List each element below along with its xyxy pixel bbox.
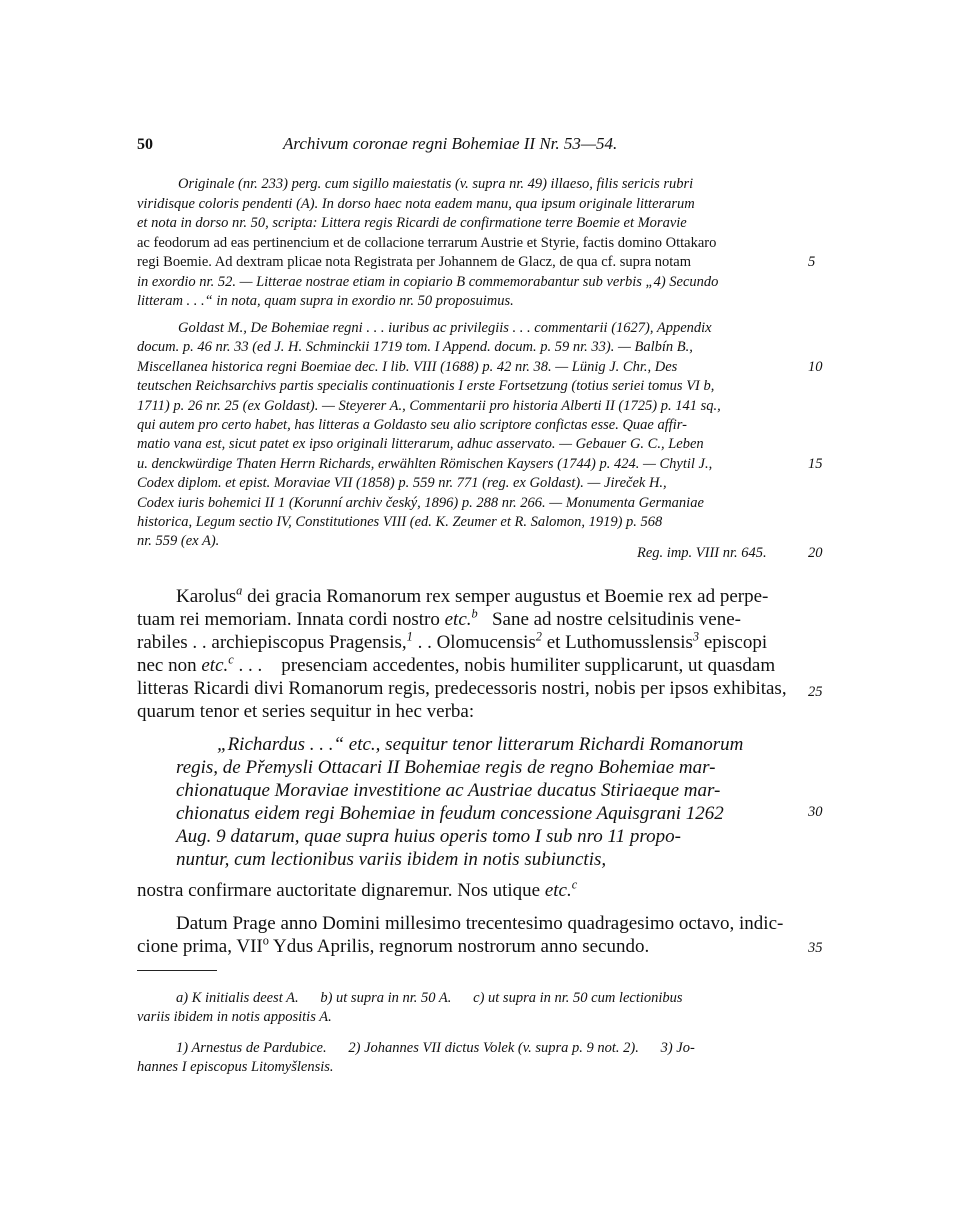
apparatus-line: viridisque coloris pendenti (A). In dorso haec nota eadem manu, qua ipsum originale litterarum	[137, 196, 695, 212]
apparatus-line: regi Boemie. Ad dextram plicae nota Registrata per Johannem de Glacz, de qua cf. supra notam	[137, 254, 692, 270]
quote-line: regis, de Přemysli Ottacari II Bohemiae regis de regno Bohemiae mar-	[176, 757, 716, 778]
footnote-letters: a) K initialis deest A. b) ut supra in nr. 50 A. c) ut supra in nr. 50 cum lectionibus	[176, 990, 683, 1006]
bibliography-line: Goldast M., De Bohemiae regni . . . iuribus ac privilegiis . . . commentarii (1627), Appendix	[178, 320, 712, 336]
bibliography-line: Miscellanea historica regni Boemiae dec. I lib. VIII (1688) p. 42 nr. 38. — Lünig J. Chr., Des	[137, 359, 678, 375]
line-number: 35	[808, 940, 823, 956]
quote-line: „Richardus . . .“ etc., sequitur tenor litterarum Richardi Romanorum	[217, 734, 744, 755]
quote-line: chionatuque Moraviae investitione ac Austriae ducatus Stiriaeque mar-	[176, 780, 721, 801]
apparatus-line: litteram . . .“ in nota, quam supra in exordio nr. 50 proposuimus.	[137, 293, 514, 309]
bibliography-line: historica, Legum sectio IV, Constitutiones VIII (ed. K. Zeumer et R. Salomon, 1919) p. 568	[137, 514, 663, 530]
apparatus-line: et nota in dorso nr. 50, scripta: Littera regis Ricardi de confirmatione terre Boemie et Moravie	[137, 215, 687, 231]
line-number: 30	[808, 804, 823, 820]
line-number: 5	[808, 254, 816, 270]
text-line: Karolus$^a$ dei gracia Romanorum rex semper augustus et Boemie rex ad perpe-	[176, 583, 769, 607]
text-line: tuam rei memoriam. Innata cordi nostro etc.$^b$ Sane ad nostre celsitudinis vene-	[137, 606, 741, 630]
bibliography-line: 1711) p. 26 nr. 25 (ex Goldast). — Steyerer A., Commentarii pro historia Alberti II (1725) p. 141 sq.,	[137, 398, 721, 414]
bibliography-line: docum. p. 46 nr. 33 (ed J. H. Schminckii 1719 tom. I Append. docum. p. 59 nr. 33). — Balbín B.,	[137, 339, 693, 355]
apparatus-line: in exordio nr. 52. — Litterae nostrae etiam in copiario B commemorabantur sub verbis „4) Secundo	[137, 274, 719, 290]
footnote-letters: variis ibidem in notis appositis A.	[137, 1009, 332, 1025]
quote-line: nuntur, cum lectionibus variis ibidem in notis subiunctis,	[176, 849, 607, 870]
footnote-separator	[137, 970, 217, 971]
apparatus-line: Originale (nr. 233) perg. cum sigillo maiestatis (v. supra nr. 49) illaeso, filis sericis rubri	[178, 176, 694, 192]
text-line: quarum tenor et series sequitur in hec verba:	[137, 701, 475, 722]
datum-line: cione prima, VII$^o$ Ydus Aprilis, regnorum nostrorum anno secundo.	[137, 933, 650, 957]
text-line: rabiles . . archiepiscopus Pragensis,$^1$ . . Olomucensis$^2$ et Luthomusslensis$^3$ episcopi	[137, 629, 768, 653]
page-number: 50	[137, 136, 153, 153]
quote-line: Aug. 9 datarum, quae supra huius operis tomo I sub nro 11 propo-	[176, 826, 681, 847]
quote-line: chionatus eidem regi Bohemiae in feudum concessione Aquisgrani 1262	[176, 803, 724, 824]
regest-reference: Reg. imp. VIII nr. 645.	[637, 545, 767, 561]
bibliography-line: teutschen Reichsarchivs partis specialis continuationis I erste Fortsetzung (totius seriei tomus VI b,	[137, 378, 715, 394]
line-number: 20	[808, 545, 823, 561]
bibliography-line: Codex iuris bohemici II 1 (Korunní archiv český, 1896) p. 288 nr. 266. — Monumenta Germaniae	[137, 495, 704, 511]
line-number: 15	[808, 456, 823, 472]
bibliography-line: u. denckwürdige Thaten Herrn Richards, erwählten Römischen Kaysers (1744) p. 424. — Chytil J.,	[137, 456, 713, 472]
datum-line: Datum Prage anno Domini millesimo trecentesimo quadragesimo octavo, indic-	[176, 913, 784, 934]
bibliography-line: Codex diplom. et epist. Moraviae VII (1858) p. 559 nr. 771 (reg. ex Goldast). — Jireček H.,	[137, 475, 667, 491]
text-line: nec non etc.$^c$ . . . presenciam accedentes, nobis humiliter supplicarunt, ut quasdam	[137, 652, 776, 676]
running-title: Archivum coronae regni Bohemiae II Nr. 53—54.	[283, 134, 618, 153]
footnote-numbers: hannes I episcopus Litomyšlensis.	[137, 1059, 334, 1075]
bibliography-line: qui autem pro certo habet, has litteras a Goldasto seu alio scriptore confictas esse. Quae affir-	[137, 417, 687, 433]
bibliography-line: matio vana est, sicut patet ex ipso originali litterarum, adhuc asservato. — Gebauer G. C., Leben	[137, 436, 704, 452]
apparatus-line: ac feodorum ad eas pertinencium et de collacione terrarum Austrie et Styrie, factis domino Ottakaro	[137, 235, 717, 251]
line-number: 25	[808, 684, 823, 700]
line-number: 10	[808, 359, 823, 375]
bibliography-line: nr. 559 (ex A).	[137, 533, 220, 549]
text-line: nostra confirmare auctoritate dignaremur. Nos utique etc.$^c$	[137, 877, 578, 901]
footnote-numbers: 1) Arnestus de Pardubice. 2) Johannes VII dictus Volek (v. supra p. 9 not. 2). 3) Jo-	[176, 1040, 695, 1056]
text-line: litteras Ricardi divi Romanorum regis, predecessoris nostri, nobis per ipsos exhibitas,	[137, 678, 787, 699]
